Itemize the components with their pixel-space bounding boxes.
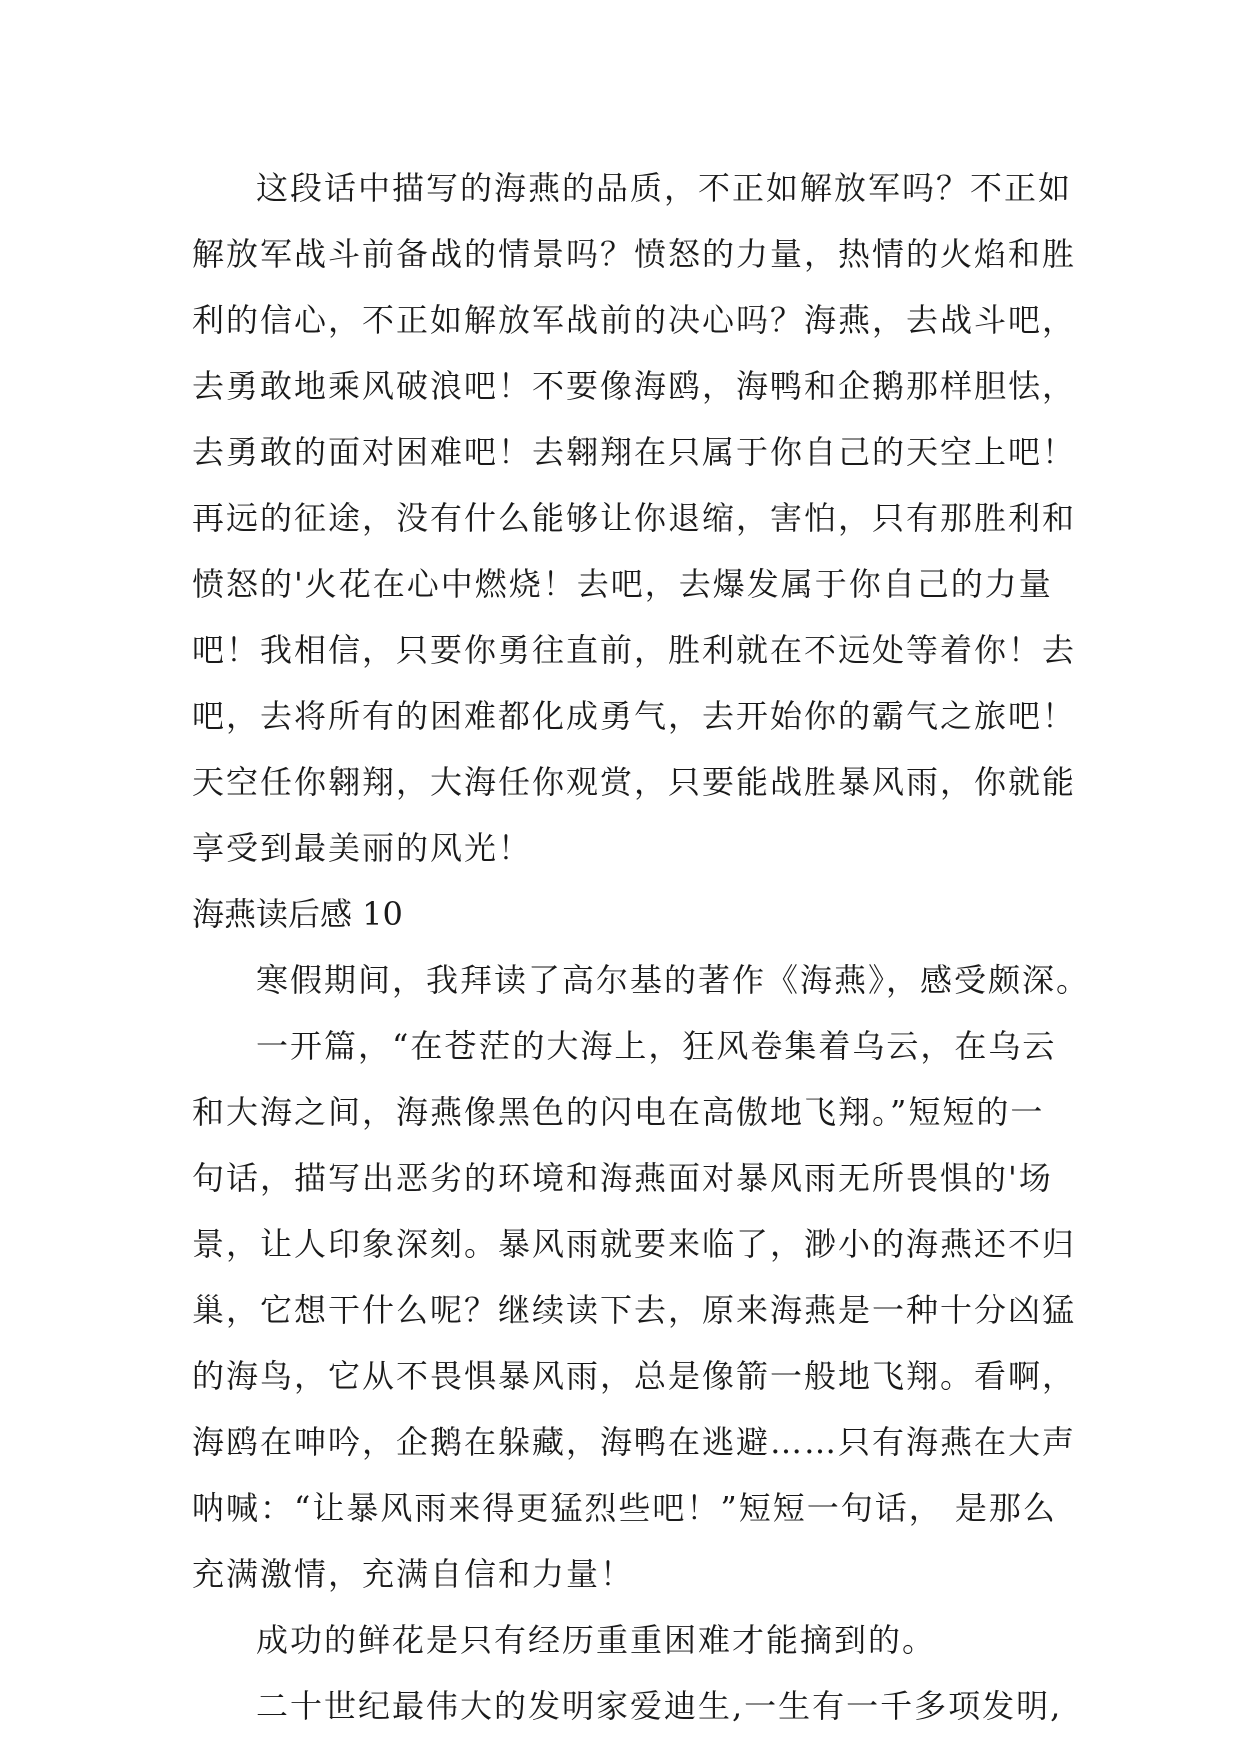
paragraph-5 xyxy=(192,1673,1072,1739)
text-line: 景，让人印象深刻。暴风雨就要来临了，渺小的海燕还不归 xyxy=(192,1225,1077,1263)
text-line: 海鸥在呻吟，企鹅在躲藏，海鸭在逃避……只有海燕在大声 xyxy=(192,1423,1077,1461)
text-line: 愤怒的'火花在心中燃烧！去吧，去爆发属于你自己的力量 xyxy=(192,565,1053,603)
text-line: 巢，它想干什么呢？继续读下去，原来海燕是一种十分凶猛 xyxy=(192,1291,1077,1329)
text-line: 成功的鲜花是只有经历重重困难才能摘到的。 xyxy=(256,1621,937,1659)
document-page xyxy=(192,155,1091,1739)
text-line: 充满激情，充满自信和力量！ xyxy=(192,1555,635,1593)
text-line: 和大海之间，海燕像黑色的闪电在高傲地飞翔。”短短的一 xyxy=(192,1093,1045,1131)
text-line: 这段话中描写的海燕的品质，不正如解放军吗？不正如 xyxy=(256,169,1073,207)
text-line: 去勇敢地乘风破浪吧！不要像海鸥，海鸭和企鹅那样胆怯， xyxy=(192,367,1077,405)
text-line: 再远的征途，没有什么能够让你退缩，害怕，只有那胜利和 xyxy=(192,499,1077,537)
text-line: 享受到最美丽的风光！ xyxy=(192,829,533,867)
text-line: 的海鸟，它从不畏惧暴风雨，总是像箭一般地飞翔。看啊， xyxy=(192,1357,1077,1395)
paragraph-1 xyxy=(192,155,1077,881)
text-line: 寒假期间，我拜读了高尔基的著作《海燕》，感受颇深。 xyxy=(256,961,1091,999)
text-line: 二十世纪最伟大的发明家爱迪生,一生有一千多项发明, xyxy=(256,1687,1063,1725)
section-heading: 海燕读后感 10 xyxy=(192,895,403,933)
text-line: 吧！我相信，只要你勇往直前，胜利就在不远处等着你！去 xyxy=(192,631,1077,669)
text-line: 解放军战斗前备战的情景吗？愤怒的力量，热情的火焰和胜 xyxy=(192,235,1077,273)
text-line: 利的信心，不正如解放军战前的决心吗？海燕，去战斗吧， xyxy=(192,301,1077,339)
paragraph-3 xyxy=(192,1013,1077,1607)
text-line: 呐喊：“让暴风雨来得更猛烈些吧！”短短一句话， 是那么 xyxy=(192,1489,1057,1527)
text-line: 吧，去将所有的困难都化成勇气，去开始你的霸气之旅吧！ xyxy=(192,697,1077,735)
text-line: 去勇敢的面对困难吧！去翱翔在只属于你自己的天空上吧！ xyxy=(192,433,1077,471)
text-line: 一开篇，“在苍茫的大海上，狂风卷集着乌云，在乌云 xyxy=(256,1027,1057,1065)
text-line: 句话，描写出恶劣的环境和海燕面对暴风雨无所畏惧的'场 xyxy=(192,1159,1053,1197)
paragraph-4 xyxy=(192,1607,1072,1673)
text-line: 天空任你翱翔，大海任你观赏，只要能战胜暴风雨，你就能 xyxy=(192,763,1077,801)
paragraph-2 xyxy=(192,947,1091,1013)
